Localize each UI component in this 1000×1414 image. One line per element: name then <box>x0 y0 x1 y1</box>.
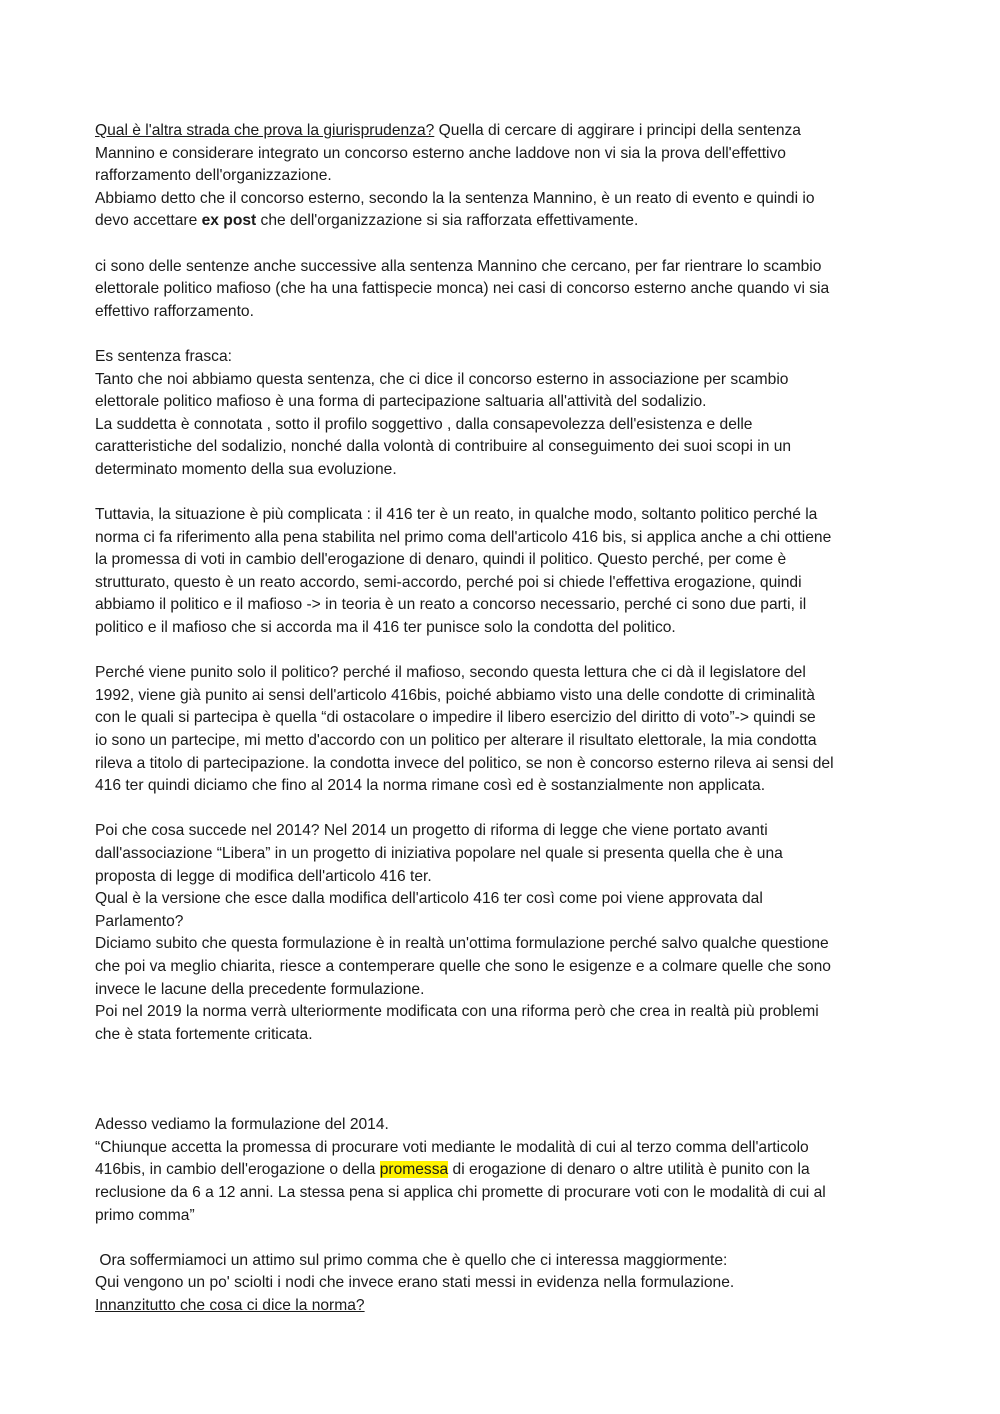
document-page <box>95 120 910 1317</box>
paragraph-3: Es sentenza frasca: Tanto che noi abbiamo questa sentenza, che ci dice il concorso esterno in associazione per scambio elettorale politico mafioso è una forma di partecipazione saltuaria all'attività del sodalizio. La suddetta è connotata , sotto il profilo soggettivo , dalla consapevolezza dell'esistenza e delle caratteristiche del sodalizio, nonché dalla volontà di contribuire al conseguimento dei suoi scopi in un determinato momento della sua evoluzione. <box>95 347 792 478</box>
paragraph-4: Tuttavia, la situazione è più complicata : il 416 ter è un reato, in qualche modo, soltanto politico perché la norma ci fa riferimento alla pena stabilita nel primo coma dell'articolo 416 bis, si applica anche a chi ottiene la promessa di voti in cambio dell'erogazione di denaro, quindi il politico. Questo perché, per come è strutturato, questo è un reato accordo, semi-accordo, perché poi si chiede l'effettiva erogazione, quindi abbiamo il politico e il mafioso -> in teoria è un reato a concorso necessario, perché ci sono due parti, il politico e il mafioso che si accorda ma il 416 ter punisce solo la condotta del politico. <box>95 506 832 637</box>
paragraph-6: Poi che cosa succede nel 2014? Nel 2014 un progetto di riforma di legge che viene portato avanti dall'associazione “Libera” in un progetto di iniziativa popolare nel quale si presenta quella che è una proposta di legge di modifica dell'articolo 416 ter. Qual è la versione che esce dalla modifica dell'articolo 416 ter così come poi viene approvata dal Parlamento? Diciamo subito che questa formulazione è in realtà un'ottima formulazione perché salvo qualche questione che poi va meglio chiarita, riesce a contemperare quelle che sono le esigenze e a colmare quelle che sono invece le lacune della precedente formulazione. Poi nel 2019 la norma verrà ulteriormente modificata con una riforma però che crea in realtà più problemi che è stata fortemente criticata. <box>95 822 831 1043</box>
bold-term: ex post <box>201 212 257 230</box>
paragraph-8: Ora soffermiamoci un attimo sul primo comma che è quello che ci interessa maggiormente: Qui vengono un po' sciolti i nodi che invece erano stati messi in evidenza nella formulazione. Innanzitutto che cosa ci dice la norma? <box>95 1250 910 1318</box>
underlined-question: Innanzitutto che cosa ci dice la norma? <box>95 1296 365 1314</box>
paragraph-7: Adesso vediamo la formulazione del 2014. “Chiunque accetta la promessa di procurare voti mediante le modalità di cui al terzo comma dell'articolo 416bis, in cambio dell'erogazione o della promessa di erogazione di denaro o altre utilità è punito con la reclusione da 6 a 12 anni. La stessa pena si applica chi promette di procurare voti con le modalità di cui al primo comma” <box>95 1114 910 1227</box>
question-heading: Qual è l'altra strada che prova la giurisprudenza? <box>95 122 435 139</box>
paragraph-5: Perché viene punito solo il politico? perché il mafioso, secondo questa lettura che ci dà il legislatore del 1992, viene già punito ai sensi dell'articolo 416bis, poiché abbiamo visto una delle condotte di criminalità con le quali si partecipa è quella “di ostacolare o impedire il libero esercizio del diritto di voto”-> quindi se io sono un partecipe, mi metto d'accordo con un politico per alterare il risultato elettorale, la mia condotta rileva a titolo di partecipazione. la condotta invece del politico, se non è concorso esterno rileva ai sensi del 416 ter quindi diciamo che fino al 2014 la norma rimane così ed è sostanzialmente non applicata. <box>95 664 834 795</box>
paragraph-2: ci sono delle sentenze anche successive alla sentenza Mannino che cercano, per far rientrare lo scambio elettorale politico mafioso (che ha una fattispecie monca) nei casi di concorso esterno anche quando vi sia effettivo rafforzamento. <box>95 257 830 320</box>
quoted-law-text: “Chiunque accetta la promessa di procurare voti mediante le modalità di cui al terzo comma dell'articolo <box>95 1138 809 1156</box>
paragraph-1: Qual è l'altra strada che prova la giurisprudenza? Quella di cercare di aggirare i principi della sentenza Mannino e considerare integrato un concorso esterno anche laddove non vi sia la prova dell'effettivo rafforzamento dell'organizzazione. Abbiamo detto che il concorso esterno, secondo la la sentenza Mannino, è un reato di evento e quindi io devo accettare ex post che dell'organizzazione si sia rafforzata effettivamente. <box>95 122 815 230</box>
highlighted-word: promessa <box>379 1161 449 1179</box>
